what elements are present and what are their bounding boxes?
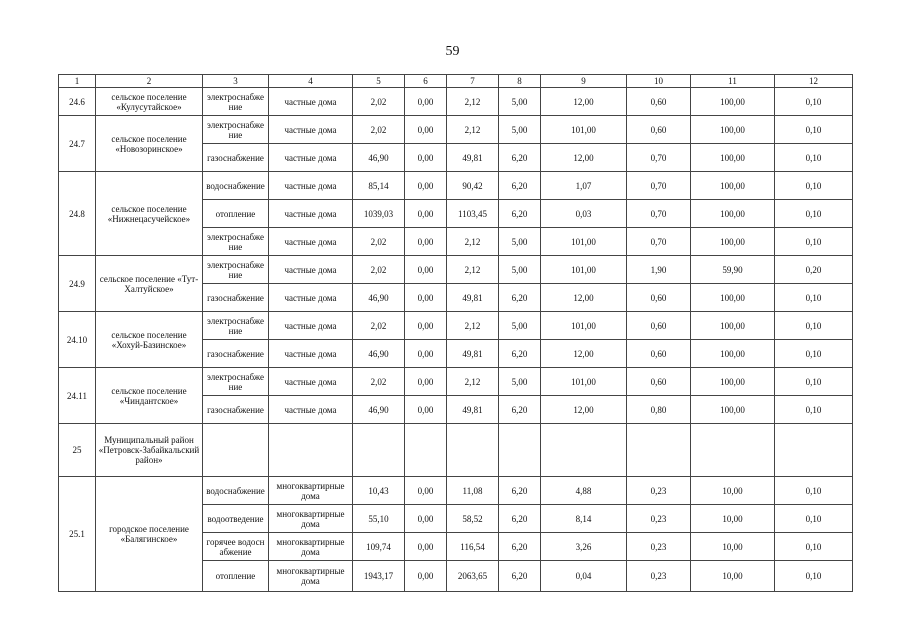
value-8: 5,00 (499, 312, 541, 340)
value-6: 0,00 (405, 561, 447, 592)
housing-type: частные дома (269, 228, 353, 256)
value-10: 0,23 (627, 505, 691, 533)
value-11: 100,00 (691, 312, 775, 340)
column-header: 11 (691, 75, 775, 88)
table-row (59, 368, 853, 396)
value-12: 0,10 (775, 284, 853, 312)
value-5 (353, 424, 405, 477)
value-7: 58,52 (447, 505, 499, 533)
value-5: 2,02 (353, 312, 405, 340)
page-number: 59 (445, 44, 460, 59)
value-8: 6,20 (499, 505, 541, 533)
row-number: 24.9 (59, 256, 96, 312)
value-5: 46,90 (353, 396, 405, 424)
housing-type: частные дома (269, 144, 353, 172)
housing-type: частные дома (269, 256, 353, 284)
table-row (59, 116, 853, 144)
value-7: 49,81 (447, 396, 499, 424)
housing-type: частные дома (269, 368, 353, 396)
column-header: 3 (203, 75, 269, 88)
utility-type: водоснабжение (203, 477, 269, 505)
value-10: 0,60 (627, 116, 691, 144)
value-10: 0,60 (627, 368, 691, 396)
value-9: 101,00 (541, 116, 627, 144)
value-7: 2,12 (447, 256, 499, 284)
value-9: 12,00 (541, 396, 627, 424)
value-5: 2,02 (353, 88, 405, 116)
value-8: 6,20 (499, 172, 541, 200)
table-row (59, 172, 853, 200)
value-5: 2,02 (353, 228, 405, 256)
value-6: 0,00 (405, 228, 447, 256)
table-row (59, 88, 853, 116)
value-9: 12,00 (541, 88, 627, 116)
value-9: 8,14 (541, 505, 627, 533)
settlement-name: сельское поселение «Чиндантское» (96, 368, 203, 424)
value-6: 0,00 (405, 88, 447, 116)
column-header: 9 (541, 75, 627, 88)
value-12: 0,10 (775, 533, 853, 561)
value-10: 0,60 (627, 88, 691, 116)
value-12: 0,10 (775, 116, 853, 144)
value-11: 10,00 (691, 561, 775, 592)
value-12: 0,10 (775, 144, 853, 172)
housing-type: частные дома (269, 88, 353, 116)
value-11: 10,00 (691, 477, 775, 505)
value-8: 5,00 (499, 88, 541, 116)
value-5: 46,90 (353, 340, 405, 368)
column-header: 1 (59, 75, 96, 88)
column-header: 5 (353, 75, 405, 88)
value-7: 2,12 (447, 312, 499, 340)
utility-type: электроснабжение (203, 88, 269, 116)
value-6: 0,00 (405, 396, 447, 424)
housing-type: частные дома (269, 340, 353, 368)
value-11: 100,00 (691, 144, 775, 172)
value-8: 6,20 (499, 477, 541, 505)
value-9: 4,88 (541, 477, 627, 505)
value-12: 0,10 (775, 172, 853, 200)
value-7: 2,12 (447, 88, 499, 116)
value-7: 49,81 (447, 284, 499, 312)
row-number: 24.10 (59, 312, 96, 368)
row-number: 25 (59, 424, 96, 477)
value-9 (541, 424, 627, 477)
value-11: 59,90 (691, 256, 775, 284)
utility-type: газоснабжение (203, 340, 269, 368)
value-10: 0,60 (627, 284, 691, 312)
utility-type: отопление (203, 561, 269, 592)
value-6: 0,00 (405, 172, 447, 200)
value-6: 0,00 (405, 256, 447, 284)
settlement-name: сельское поселение «Хохуй-Базинское» (96, 312, 203, 368)
value-11: 100,00 (691, 284, 775, 312)
tariff-table (58, 74, 853, 592)
value-6: 0,00 (405, 116, 447, 144)
value-8: 6,20 (499, 340, 541, 368)
value-5: 109,74 (353, 533, 405, 561)
value-10: 0,60 (627, 312, 691, 340)
value-11: 100,00 (691, 396, 775, 424)
table-row (59, 424, 853, 477)
value-5: 2,02 (353, 256, 405, 284)
row-number: 24.6 (59, 88, 96, 116)
value-11: 100,00 (691, 200, 775, 228)
column-header: 6 (405, 75, 447, 88)
value-7: 2,12 (447, 116, 499, 144)
value-7: 11,08 (447, 477, 499, 505)
value-11: 100,00 (691, 88, 775, 116)
value-8: 6,20 (499, 533, 541, 561)
housing-type: многоквартирные дома (269, 533, 353, 561)
value-7: 2,12 (447, 228, 499, 256)
table-row (59, 477, 853, 505)
housing-type: частные дома (269, 172, 353, 200)
value-11: 100,00 (691, 340, 775, 368)
value-12: 0,10 (775, 200, 853, 228)
value-7: 49,81 (447, 340, 499, 368)
housing-type: многоквартирные дома (269, 477, 353, 505)
header-row (59, 75, 853, 88)
value-6: 0,00 (405, 284, 447, 312)
value-10: 0,70 (627, 172, 691, 200)
value-12: 0,10 (775, 561, 853, 592)
value-9: 12,00 (541, 340, 627, 368)
column-header: 10 (627, 75, 691, 88)
column-header: 7 (447, 75, 499, 88)
utility-type: горячее водоснабжение (203, 533, 269, 561)
settlement-name: сельское поселение «Кулусутайское» (96, 88, 203, 116)
value-10: 0,80 (627, 396, 691, 424)
settlement-name: сельское поселение «Нижнецасучейское» (96, 172, 203, 256)
value-9: 101,00 (541, 368, 627, 396)
value-6: 0,00 (405, 368, 447, 396)
value-9: 0,04 (541, 561, 627, 592)
value-7 (447, 424, 499, 477)
value-5: 55,10 (353, 505, 405, 533)
value-8: 6,20 (499, 284, 541, 312)
value-5: 2,02 (353, 368, 405, 396)
value-11 (691, 424, 775, 477)
column-header: 4 (269, 75, 353, 88)
value-9: 101,00 (541, 228, 627, 256)
value-12: 0,10 (775, 396, 853, 424)
value-5: 1039,03 (353, 200, 405, 228)
value-6: 0,00 (405, 312, 447, 340)
housing-type (269, 424, 353, 477)
housing-type: частные дома (269, 116, 353, 144)
row-number: 24.11 (59, 368, 96, 424)
utility-type: электроснабжение (203, 116, 269, 144)
housing-type: частные дома (269, 396, 353, 424)
settlement-name: городское поселение «Балягинское» (96, 477, 203, 592)
value-11: 100,00 (691, 116, 775, 144)
settlement-name: Муниципальный район «Петровск-Забайкальский район» (96, 424, 203, 477)
value-12: 0,10 (775, 88, 853, 116)
utility-type: газоснабжение (203, 144, 269, 172)
row-number: 24.7 (59, 116, 96, 172)
value-10: 0,23 (627, 477, 691, 505)
value-5: 2,02 (353, 116, 405, 144)
value-8: 6,20 (499, 561, 541, 592)
value-11: 100,00 (691, 368, 775, 396)
column-header: 8 (499, 75, 541, 88)
column-header: 2 (96, 75, 203, 88)
value-12: 0,10 (775, 312, 853, 340)
value-7: 2,12 (447, 368, 499, 396)
value-9: 12,00 (541, 144, 627, 172)
value-12: 0,20 (775, 256, 853, 284)
value-7: 1103,45 (447, 200, 499, 228)
value-7: 90,42 (447, 172, 499, 200)
value-11: 100,00 (691, 228, 775, 256)
value-6: 0,00 (405, 340, 447, 368)
row-number: 24.8 (59, 172, 96, 256)
value-12 (775, 424, 853, 477)
housing-type: многоквартирные дома (269, 561, 353, 592)
value-9: 0,03 (541, 200, 627, 228)
value-5: 46,90 (353, 144, 405, 172)
value-5: 1943,17 (353, 561, 405, 592)
value-9: 101,00 (541, 312, 627, 340)
value-12: 0,10 (775, 368, 853, 396)
value-7: 116,54 (447, 533, 499, 561)
value-11: 10,00 (691, 533, 775, 561)
value-9: 1,07 (541, 172, 627, 200)
utility-type: электроснабжение (203, 256, 269, 284)
settlement-name: сельское поселение «Тут-Халтуйское» (96, 256, 203, 312)
value-6: 0,00 (405, 200, 447, 228)
value-10: 1,90 (627, 256, 691, 284)
value-8: 6,20 (499, 144, 541, 172)
value-5: 10,43 (353, 477, 405, 505)
value-12: 0,10 (775, 477, 853, 505)
value-8 (499, 424, 541, 477)
utility-type: газоснабжение (203, 396, 269, 424)
value-7: 49,81 (447, 144, 499, 172)
utility-type: электроснабжение (203, 368, 269, 396)
value-10 (627, 424, 691, 477)
value-10: 0,70 (627, 228, 691, 256)
value-5: 46,90 (353, 284, 405, 312)
value-9: 101,00 (541, 256, 627, 284)
utility-type: электроснабжение (203, 228, 269, 256)
value-10: 0,60 (627, 340, 691, 368)
value-10: 0,23 (627, 533, 691, 561)
value-9: 3,26 (541, 533, 627, 561)
utility-type (203, 424, 269, 477)
value-10: 0,70 (627, 200, 691, 228)
value-11: 100,00 (691, 172, 775, 200)
utility-type: водоотведение (203, 505, 269, 533)
value-11: 10,00 (691, 505, 775, 533)
value-12: 0,10 (775, 340, 853, 368)
value-9: 12,00 (541, 284, 627, 312)
column-header: 12 (775, 75, 853, 88)
value-10: 0,70 (627, 144, 691, 172)
housing-type: частные дома (269, 200, 353, 228)
value-6: 0,00 (405, 533, 447, 561)
value-6: 0,00 (405, 505, 447, 533)
row-number: 25.1 (59, 477, 96, 592)
housing-type: многоквартирные дома (269, 505, 353, 533)
table-row (59, 256, 853, 284)
housing-type: частные дома (269, 284, 353, 312)
value-6: 0,00 (405, 144, 447, 172)
value-8: 5,00 (499, 368, 541, 396)
value-8: 5,00 (499, 256, 541, 284)
utility-type: водоснабжение (203, 172, 269, 200)
value-8: 5,00 (499, 116, 541, 144)
value-10: 0,23 (627, 561, 691, 592)
value-6: 0,00 (405, 477, 447, 505)
settlement-name: сельское поселение «Новозоринское» (96, 116, 203, 172)
value-12: 0,10 (775, 505, 853, 533)
utility-type: газоснабжение (203, 284, 269, 312)
housing-type: частные дома (269, 312, 353, 340)
value-8: 5,00 (499, 228, 541, 256)
value-5: 85,14 (353, 172, 405, 200)
value-7: 2063,65 (447, 561, 499, 592)
table-row (59, 312, 853, 340)
value-8: 6,20 (499, 396, 541, 424)
utility-type: отопление (203, 200, 269, 228)
value-6 (405, 424, 447, 477)
value-12: 0,10 (775, 228, 853, 256)
value-8: 6,20 (499, 200, 541, 228)
utility-type: электроснабжение (203, 312, 269, 340)
